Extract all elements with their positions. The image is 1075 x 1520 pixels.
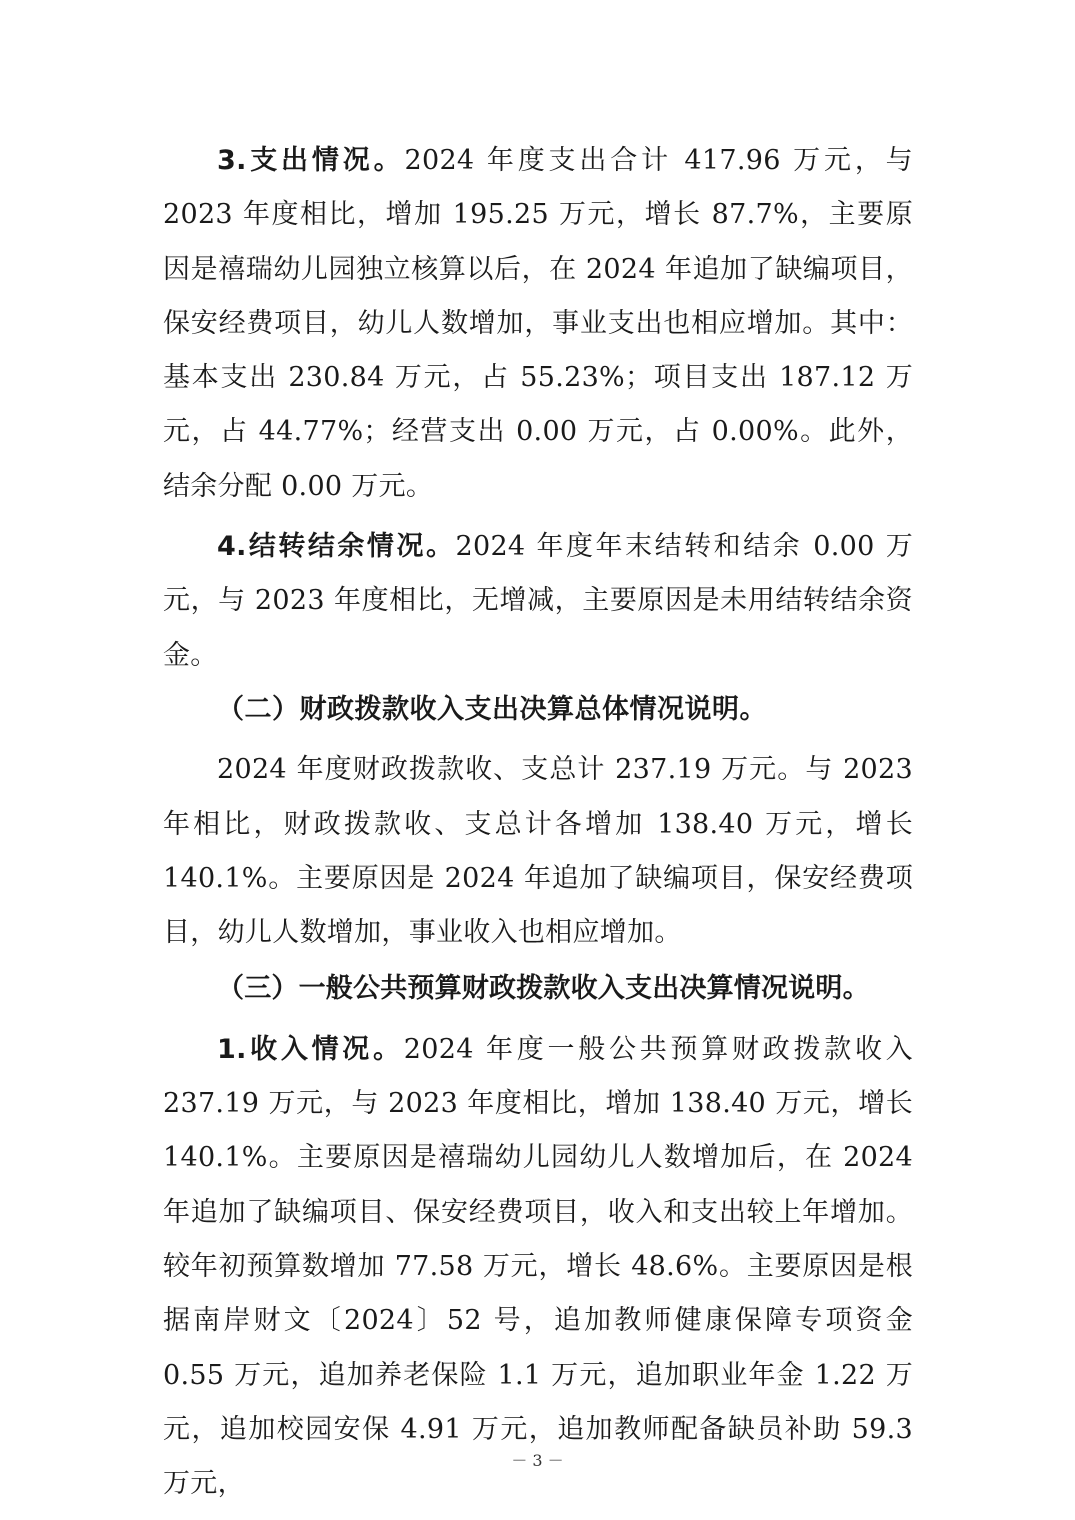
paragraph-text: 2024 年度支出合计 417.96 万元，与 2023 年度相比，增加 195.25 万元，增长 87.7%，主要原因是禧瑞幼儿园独立核算以后，在 2024 年追加了缺编项目，保安经费项目，幼儿人数增加，事业支出也相应增加。其中：基本支出 230.84 万元，占 55.23%；项目支出 187.12 万元，占 44.77%；经营支出 0.00 万元，占 0.00%。此外，结余分配 0.00 万元。: [163, 145, 913, 502]
paragraph-carryover: [163, 520, 913, 683]
paragraph-lead: 1.收入情况。: [217, 1033, 404, 1065]
page-number: － 3 －: [511, 1451, 564, 1470]
paragraph-text: 2024 年度年末结转和结余 0.00 万元，与 2023 年度相比，无增减，主要原因是未用结转结余资金。: [163, 531, 913, 671]
paragraph-lead: 4.结转结余情况。: [217, 531, 456, 563]
paragraph-lead: 3.支出情况。: [217, 145, 405, 176]
paragraph-text: 2024 年度财政拨款收、支总计 237.19 万元。与 2023 年相比，财政拨款收、支总计各增加 138.40 万元，增长 140.1%。主要原因是 2024 年追加了缺编项目，保安经费项目，幼儿人数增加，事业收入也相应增加。: [163, 754, 913, 949]
document-body: [163, 134, 913, 1511]
paragraph-fiscal-overview: [163, 743, 913, 960]
section-heading-fiscal-overview: （二）财政拨款收入支出决算总体情况说明。: [217, 693, 767, 725]
section-heading-general-budget: （三）一般公共预算财政拨款收入支出决算情况说明。: [217, 973, 870, 1005]
paragraph-income: [163, 1023, 913, 1512]
paragraph-text: 2024 年度一般公共预算财政拨款收入 237.19 万元，与 2023 年度相比，增加 138.40 万元，增长 140.1%。主要原因是禧瑞幼儿园幼儿人数增加后，在 2024 年追加了缺编项目、保安经费项目，收入和支出较上年增加。较年初预算数增加 77.58 万元，增长 48.6%。主要原因是根据南岸财文〔2024〕52 号，追加教师健康保障专项资金 0.55 万元，追加养老保险 1.1 万元，追加职业年金 1.22 万元，追加校园安保 4.91 万元，追加教师配备缺员补助 59.3 万元，: [163, 1033, 913, 1500]
paragraph-expenditure: [163, 134, 913, 514]
